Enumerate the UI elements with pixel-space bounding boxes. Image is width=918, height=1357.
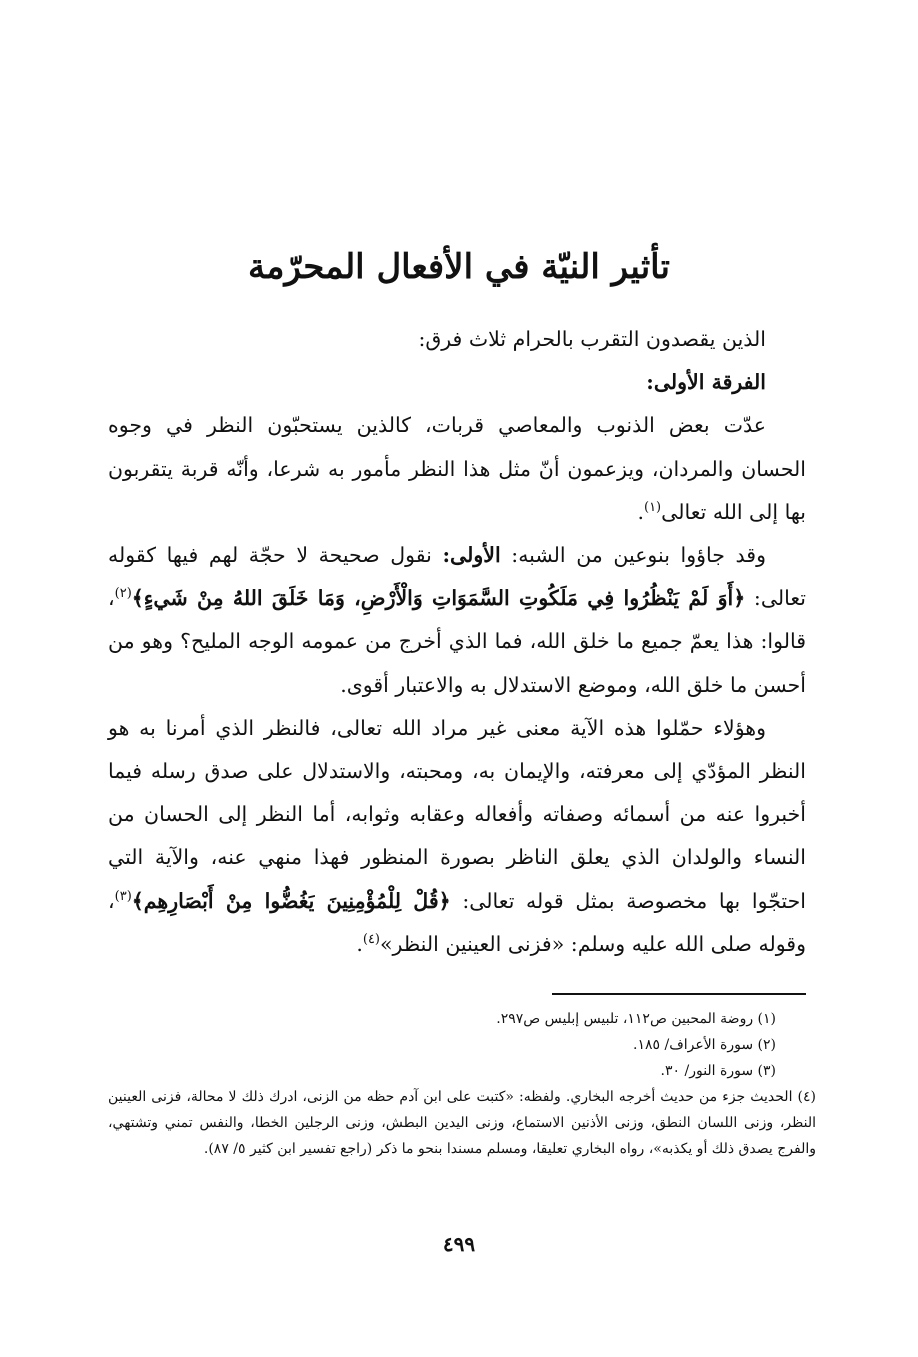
footnote-ref-2: (٢) bbox=[114, 586, 132, 602]
intro-paragraph: الذين يقصدون التقرب بالحرام ثلاث فرق: bbox=[418, 327, 766, 351]
footnote-ref-1: (١) bbox=[643, 499, 662, 515]
paragraph-2-text: نقول صحيحة لا حجّة لهم فيها كقوله تعالى: bbox=[108, 543, 806, 611]
footnote: (٤) الحديث جزء من حديث أخرجه البخاري. ولفظه: «كتبت على ابن آدم حظه من الزنى، ادرك ذلك لا محالة، فزنى العينين النظر، وزنى اللسان النطق، وزنى الأذنين الاستماع، وزنى اليدين البطش، وزنى الرجلين الخطا، والنفس تمني وتشتهي، والفرج يصدق ذلك أو يكذبه»، رواه البخاري تعليقا، ومسلم مسندا بنحو ما ذكر (راجع تفسير ابن كثير ٥/ ٨٧). bbox=[108, 1089, 816, 1157]
paragraph-3 bbox=[108, 707, 806, 966]
paragraph-2-rest: ، قالوا: هذا يعمّ جميع ما خلق الله، فما الذي أخرج من عمومه الوجه المليح؟ وهو من أحسن ما خلق الله، وموضع الاستدلال به والاعتبار أقوى. bbox=[108, 586, 806, 697]
footnotes bbox=[108, 1006, 816, 1162]
footnote-divider bbox=[552, 993, 806, 995]
paragraph-3-text: وهؤلاء حمّلوا هذه الآية معنى غير مراد الله تعالى، فالنظر الذي أمرنا به هو النظر المؤدّي إلى معرفته، والإيمان به، ومحبته، والاستدلال على صدق رسله فيما أخبروا عنه من أسمائه وصفاته وأفعاله وعقابه وثوابه، أما النظر إلى الحسان من النساء والولدان الذي يعلق الناظر بصورة المنظور فهذا منهي عنه، والآية التي احتجّوا بها مخصوصة بمثل قوله تعالى: bbox=[108, 715, 806, 913]
page-title: تأثير النيّة في الأفعال المحرّمة bbox=[248, 246, 670, 287]
paragraph-3-hadith: ، وقوله صلى الله عليه وسلم: «فزنى العينين النظر» bbox=[108, 888, 806, 956]
footnote: (٣) سورة النور/ ٣٠. bbox=[660, 1063, 776, 1079]
section-heading: الفرقة الأولى: bbox=[646, 370, 766, 395]
paragraph-1 bbox=[108, 404, 806, 534]
paragraph-1-end: . bbox=[637, 499, 644, 524]
paragraph-3-end: . bbox=[356, 931, 363, 956]
quran-verse-2: ﴿قُلْ لِلْمُؤْمِنِينَ يَغُضُّوا مِنْ أَبْصَارِهِم﴾ bbox=[131, 888, 451, 913]
footnote-ref-3: (٣) bbox=[114, 888, 132, 904]
footnote: (١) روضة المحبين ص١١٢، تلبيس إبليس ص٢٩٧. bbox=[496, 1011, 776, 1027]
paragraph-2 bbox=[108, 534, 806, 707]
paragraph-2-keyword: الأولى: bbox=[442, 543, 501, 568]
paragraph-1-text: عدّت بعض الذنوب والمعاصي قربات، كالذين يستحبّون النظر في وجوه الحسان والمردان، ويزعمون أنّ مثل هذا النظر مأمور به شرعا، وأنّه قربة يتقربون بها إلى الله تعالى bbox=[108, 413, 806, 524]
page-number: ٤٩٩ bbox=[442, 1232, 476, 1256]
quran-verse-1: ﴿أَوَ لَمْ يَنْظُرُوا فِي مَلَكُوتِ السَّمَوَاتِ وَالْأَرْضِ، وَمَا خَلَقَ اللهُ مِنْ شَيءٍ﴾ bbox=[131, 586, 746, 611]
body-text bbox=[108, 318, 806, 966]
paragraph-2-lead: وقد جاؤوا بنوعين من الشبه: bbox=[511, 543, 766, 568]
footnote-ref-4: (٤) bbox=[362, 932, 380, 948]
footnote: (٢) سورة الأعراف/ ١٨٥. bbox=[633, 1037, 776, 1053]
